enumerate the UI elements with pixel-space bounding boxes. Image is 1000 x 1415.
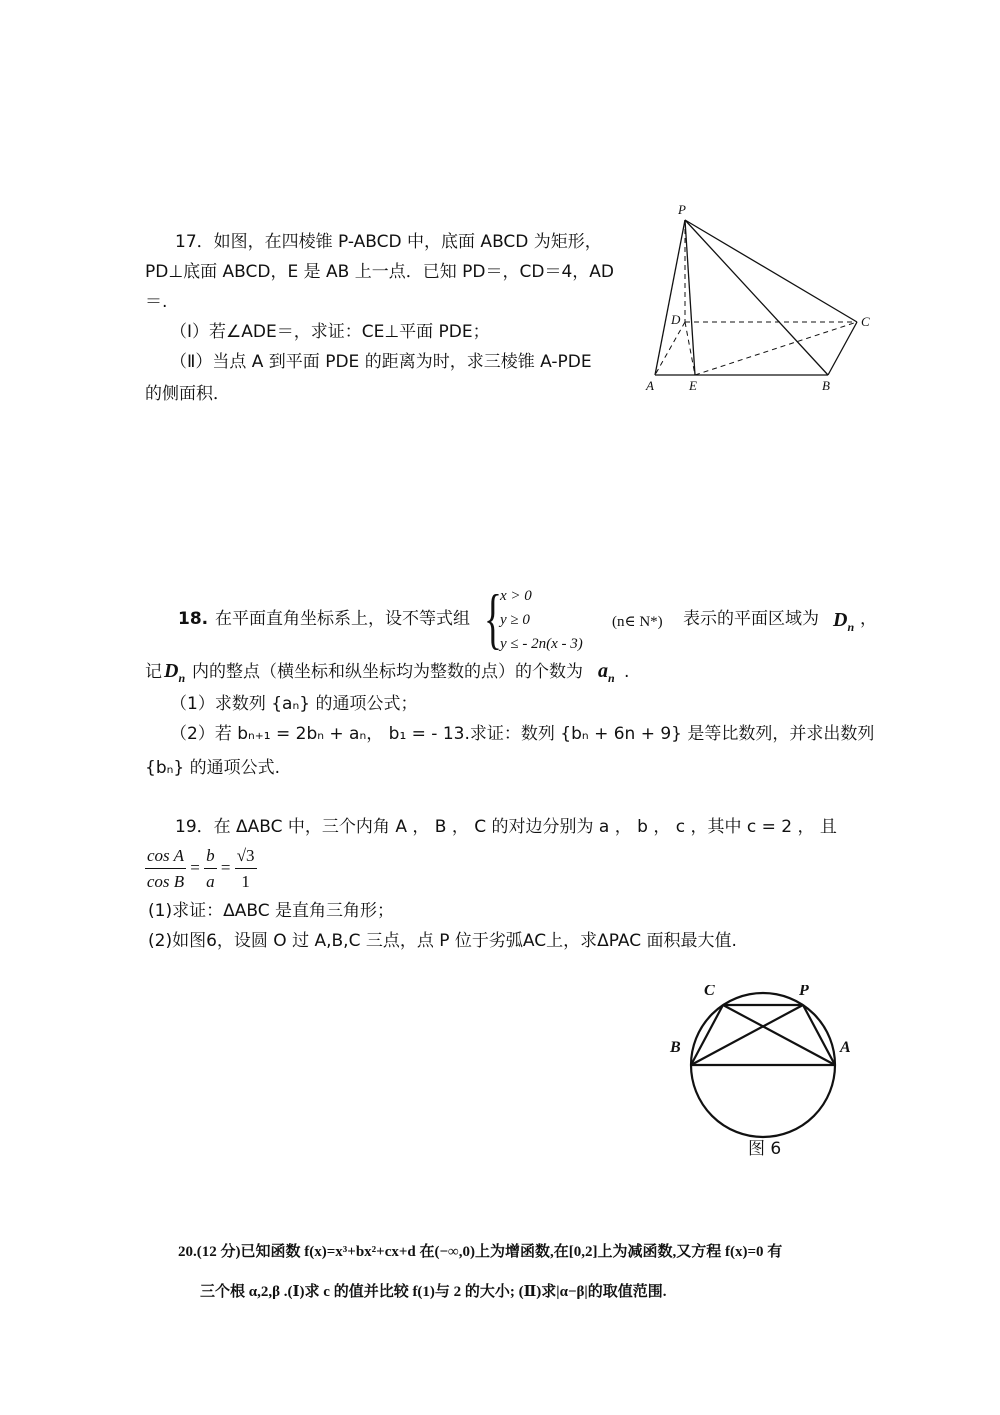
frac2-denominator: a [206, 872, 215, 891]
system-brace: { [484, 580, 502, 656]
q19-part-1: (1)求证：ΔABC 是直角三角形； [148, 901, 394, 921]
q19-part-2: (2)如图6，设圆 O 过 A,B,C 三点，点 P 位于劣弧AC上，求ΔPAC 面积最大值. [148, 931, 737, 951]
region-D-symbol-2: $D_n$ [164, 660, 186, 685]
equals-2: = [220, 857, 231, 877]
label-A-circle: A [840, 1039, 851, 1056]
pyramid-figure [640, 200, 890, 400]
q18-tail: 表示的平面区域为 [683, 609, 819, 629]
q18-period: . [624, 662, 630, 682]
frac3-denominator: 1 [241, 872, 250, 891]
label-B: B [822, 378, 830, 393]
q17-line-2: PD⊥底面 ABCD，E 是 AB 上一点．已知 PD＝，CD＝4，AD [145, 262, 614, 282]
figure-6-caption: 图 6 [748, 1139, 782, 1159]
count-a-symbol: $a_n$ [598, 660, 615, 685]
edge-PB [685, 220, 828, 375]
q18-line2-prefix: 记 [145, 662, 162, 682]
frac2-numerator: b [204, 846, 217, 869]
region-D-symbol: $D_n$ [833, 609, 855, 634]
label-A: A [646, 378, 654, 393]
frac3-numerator: √3 [235, 846, 257, 869]
system-line-2: y ≥ 0 [500, 612, 530, 628]
frac1-denominator: cos B [146, 872, 185, 891]
label-E: E [689, 378, 697, 393]
edge-PA [655, 220, 685, 375]
label-C: C [861, 314, 870, 329]
label-C-circle: C [704, 985, 715, 999]
q17-part-2: （Ⅱ）当点 A 到平面 PDE 的距离为时，求三棱锥 A-PDE [170, 352, 592, 372]
system-line-3: y ≤ - 2n(x - 3) [500, 636, 583, 652]
system-line-1: x > 0 [500, 588, 532, 604]
q17-line-1: 17．如图，在四棱锥 P-ABCD 中，底面 ABCD 为矩形， [175, 232, 602, 252]
label-D: D [671, 312, 681, 327]
q17-line-3: ＝. [145, 292, 168, 312]
label-P-circle: P [799, 985, 809, 999]
edge-PC [685, 220, 857, 322]
equals-1: = [190, 857, 200, 877]
q18-condition: (n∈ N*) [612, 614, 663, 630]
q18-intro: 在平面直角坐标系上，设不等式组 [215, 609, 470, 629]
q18-part-2: （2）若 bₙ₊₁ = 2bₙ + aₙ， b₁ = - 13.求证：数列 {bₙ + 6n + 9} 是等比数列，并求出数列 [170, 724, 875, 744]
label-B-circle: B [670, 1039, 681, 1056]
edge-PE [685, 220, 695, 375]
q19-ratio-equation [145, 846, 257, 892]
q18-part-1: （1）求数列 {aₙ} 的通项公式； [170, 694, 418, 714]
q20-line-2: 三个根 α,2,β .(Ⅰ)求 c 的值并比较 f(1)与 2 的大小; (Ⅱ)求|α−β|的取值范围. [200, 1284, 667, 1300]
q18-line2-mid: 内的整点（横坐标和纵坐标均为整数的点）的个数为 [192, 662, 583, 682]
frac1-numerator: cos A [145, 846, 186, 869]
q17-line-6: 的侧面积． [145, 384, 230, 404]
q18-comma: ， [860, 609, 877, 629]
q18-part-2-cont: {bₙ} 的通项公式. [145, 758, 281, 778]
q17-part-1: （Ⅰ）若∠ADE＝，求证：CE⊥平面 PDE； [170, 322, 490, 342]
q18-number: 18. [178, 609, 209, 629]
q20-line-1: 20.(12 分)已知函数 f(x)=x³+bx²+cx+d 在(−∞,0)上为增函数,在[0,2]上为减函数,又方程 f(x)=0 有 [178, 1244, 783, 1260]
label-P: P [678, 202, 686, 217]
q19-line-1: 19．在 ΔABC 中，三个内角 A ， B ， C 的对边分别为 a ， b ， c ，其中 c = 2 ， 且 [175, 817, 837, 837]
